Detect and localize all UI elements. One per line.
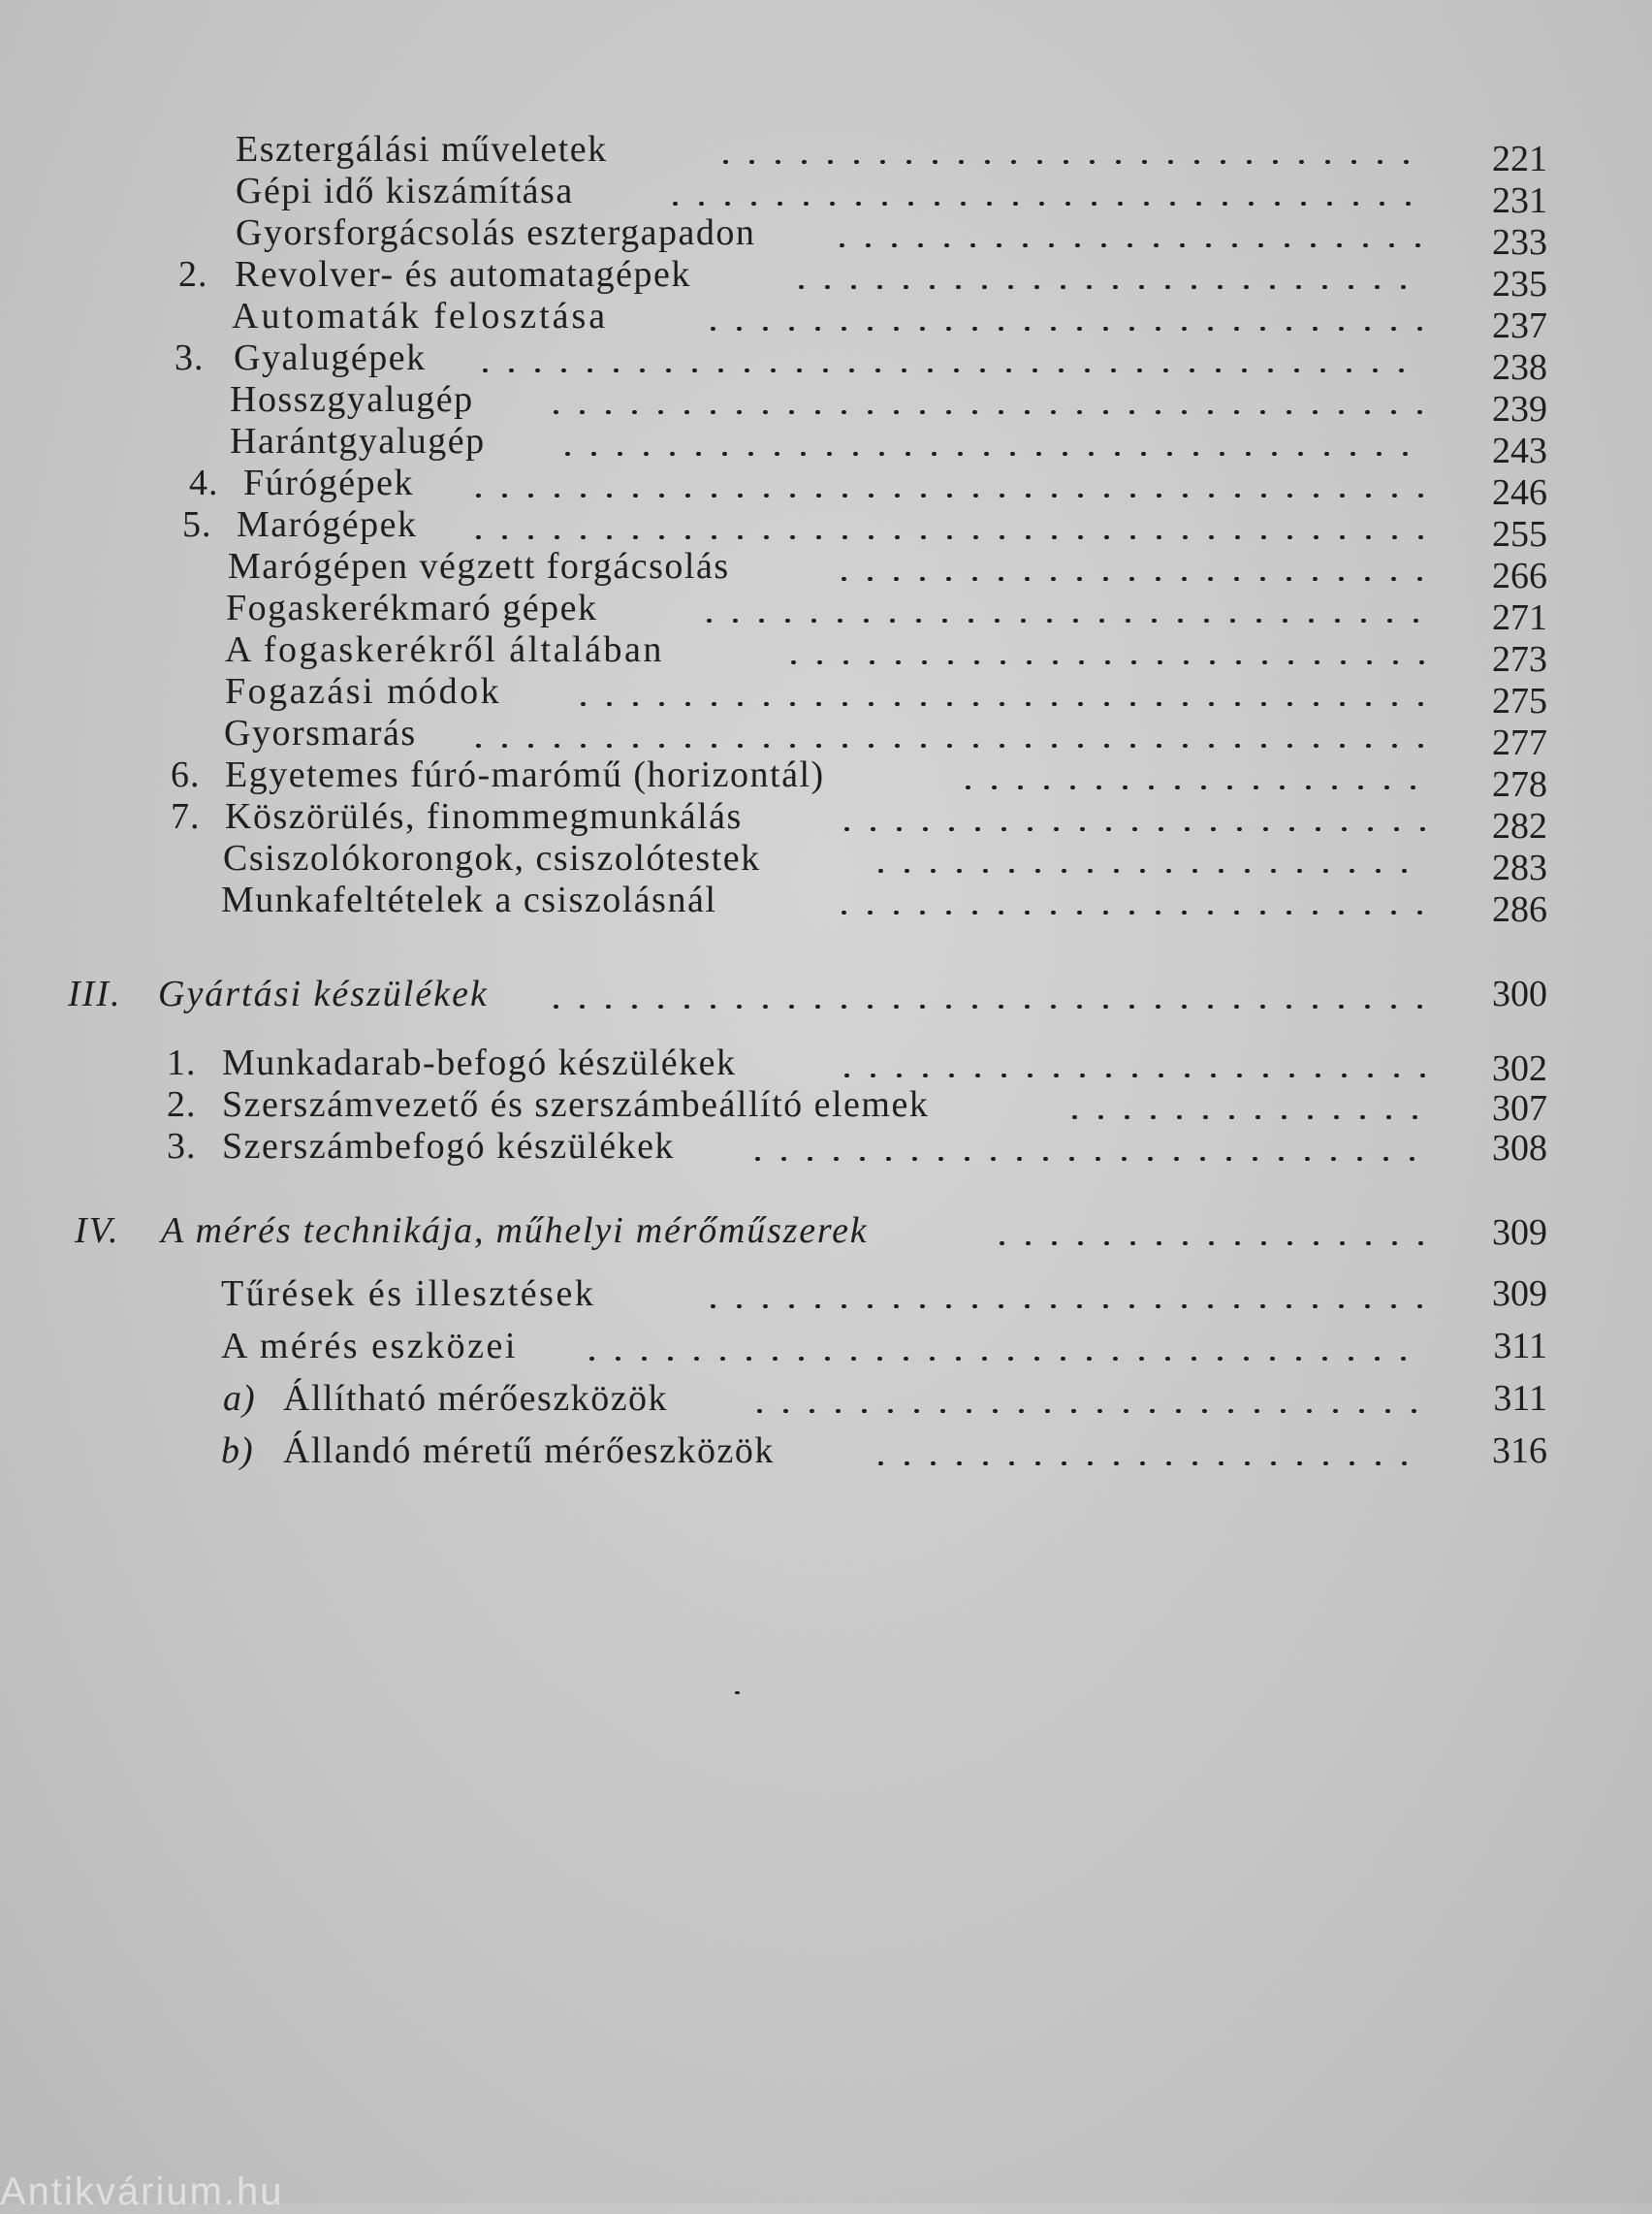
toc-entry-page: 302: [1492, 1048, 1547, 1089]
toc-entry-title: Tűrések és illesztések: [221, 1273, 596, 1314]
toc-entry-page: 255: [1492, 514, 1547, 555]
toc-entry-number: b): [221, 1430, 254, 1471]
dot-leader: [834, 827, 1425, 831]
toc-entry-title: Gyorsforgácsolás esztergapadon: [236, 212, 756, 253]
dot-leader: [829, 243, 1425, 247]
toc-entry-title: Egyetemes fúró-marómű (horizontál): [225, 754, 825, 795]
dot-leader: [831, 911, 1425, 914]
toc-entry-page: 282: [1492, 806, 1547, 847]
toc-entry-title: Csiszolókorongok, csiszolótestek: [223, 838, 761, 879]
ink-speck: [735, 1691, 740, 1694]
toc-entry: [0, 879, 1652, 933]
toc-entry-title: Állandó méretű mérőeszközök: [283, 1430, 775, 1471]
toc-entry-title: Fogazási módok: [225, 671, 502, 712]
toc-entry-title: Hosszgyalugép: [230, 379, 474, 420]
toc-entry-page: 239: [1492, 389, 1547, 430]
toc-entry-title: Munkadarab-befogó készülékek: [222, 1043, 737, 1083]
toc-entry-page: 271: [1492, 597, 1547, 638]
toc-entry-page: 316: [1492, 1430, 1547, 1471]
dot-leader: [700, 327, 1425, 331]
toc-entry-page: 277: [1492, 722, 1547, 763]
toc-entry-title: Fogaskerékmaró gépek: [226, 588, 598, 628]
toc-entry-title: Gyorsmarás: [224, 713, 417, 754]
toc-entry-title: Gépi idő kiszámítása: [236, 171, 574, 211]
dot-leader: [713, 160, 1425, 164]
dot-leader: [472, 369, 1425, 372]
toc-entry-page: 308: [1492, 1128, 1547, 1169]
toc-section-heading: [0, 973, 1652, 1027]
toc-entry-title: Fúrógépek: [243, 463, 415, 503]
toc-entry-page: 243: [1492, 431, 1547, 471]
toc-entry-page: 231: [1492, 180, 1547, 221]
dot-leader: [780, 660, 1425, 664]
section-title: Gyártási készülékek: [158, 974, 489, 1014]
dot-leader: [465, 744, 1425, 748]
dot-leader: [570, 702, 1425, 706]
dot-leader: [1062, 1115, 1425, 1119]
toc-entry-title: Köszörülés, finommegmunkálás: [225, 796, 743, 837]
toc-entry-page: 221: [1492, 139, 1547, 179]
toc-entry-number: a): [223, 1378, 256, 1419]
toc-entry-title: Automaták felosztása: [232, 296, 609, 337]
dot-leader: [465, 494, 1425, 497]
toc-entry-number: 1.: [167, 1043, 197, 1083]
toc-section-heading: [0, 1209, 1652, 1264]
dot-leader: [955, 786, 1425, 789]
toc-entry-page: 266: [1492, 556, 1547, 596]
dot-leader: [662, 202, 1425, 206]
dot-leader: [465, 535, 1425, 539]
dot-leader: [788, 285, 1425, 289]
toc-entry: [0, 1325, 1652, 1379]
toc-entry-title: Harántgyalugép: [230, 421, 486, 462]
toc-entry-page: 273: [1492, 639, 1547, 680]
watermark: Antikvárium.hu: [0, 2170, 284, 2213]
dot-leader: [543, 410, 1425, 414]
toc-entry: [0, 1429, 1652, 1484]
dot-leader: [831, 577, 1425, 581]
toc-entry-title: Munkafeltételek a csiszolásnál: [221, 880, 717, 920]
toc-entry-page: 300: [1492, 974, 1547, 1014]
dot-leader: [555, 452, 1425, 456]
toc-entry-number: 4.: [189, 463, 219, 503]
toc-entry-page: 237: [1492, 305, 1547, 346]
toc-entry-title: A fogaskerékről általában: [225, 629, 664, 670]
dot-leader: [868, 1461, 1425, 1465]
toc-entry-page: 311: [1493, 1326, 1547, 1366]
toc-entry-number: 3.: [175, 337, 205, 378]
toc-entry-page: 309: [1492, 1212, 1547, 1253]
dot-leader: [579, 1357, 1425, 1361]
toc-entry-title: Állítható mérőeszközök: [283, 1378, 669, 1419]
toc-entry-page: 307: [1492, 1088, 1547, 1129]
toc-entry-page: 246: [1492, 472, 1547, 513]
toc-entry-page: 309: [1492, 1273, 1547, 1314]
toc-entry-title: Marógépek: [237, 504, 418, 545]
toc-entry-number: 2.: [178, 254, 208, 295]
section-title: A mérés technikája, műhelyi mérőműszerek: [161, 1210, 869, 1251]
toc-entry-title: Marógépen végzett forgácsolás: [228, 546, 730, 587]
toc-entry-page: 233: [1492, 222, 1547, 263]
toc-entry-page: 235: [1492, 264, 1547, 305]
dot-leader: [696, 619, 1425, 623]
toc-entry-page: 238: [1492, 347, 1547, 388]
toc-entry-number: 5.: [182, 504, 212, 545]
toc-entry-number: 6.: [171, 754, 201, 795]
toc-entry: [0, 1125, 1652, 1179]
toc-entry-number: 7.: [171, 796, 201, 837]
dot-leader: [834, 1074, 1425, 1077]
dot-leader: [543, 1005, 1425, 1009]
dot-leader: [747, 1409, 1425, 1413]
dot-leader: [868, 869, 1425, 873]
dot-leader: [989, 1241, 1425, 1245]
toc-entry-page: 275: [1492, 681, 1547, 722]
toc-entry-number: 3.: [167, 1126, 197, 1167]
section-number: IV.: [75, 1210, 120, 1251]
toc-entry: [0, 1272, 1652, 1327]
toc-entry-title: Gyalugépek: [234, 337, 427, 378]
toc-entry-page: 311: [1493, 1378, 1547, 1419]
dot-leader: [700, 1304, 1425, 1308]
section-number: III.: [68, 974, 122, 1014]
dot-leader: [745, 1157, 1425, 1161]
toc-entry: [0, 1377, 1652, 1431]
toc-entry-title: Szerszámbefogó készülékek: [222, 1126, 675, 1167]
toc-entry-page: 283: [1492, 848, 1547, 888]
toc-entry-title: A mérés eszközei: [221, 1326, 518, 1366]
toc-entry-title: Revolver- és automatagépek: [235, 254, 691, 295]
toc-entry-title: Esztergálási műveletek: [236, 129, 608, 170]
toc-entry-title: Szerszámvezető és szerszámbeállító elemek: [222, 1084, 930, 1125]
toc-entry-page: 286: [1492, 889, 1547, 930]
toc-entry-page: 278: [1492, 764, 1547, 805]
toc-entry-number: 2.: [167, 1084, 197, 1125]
